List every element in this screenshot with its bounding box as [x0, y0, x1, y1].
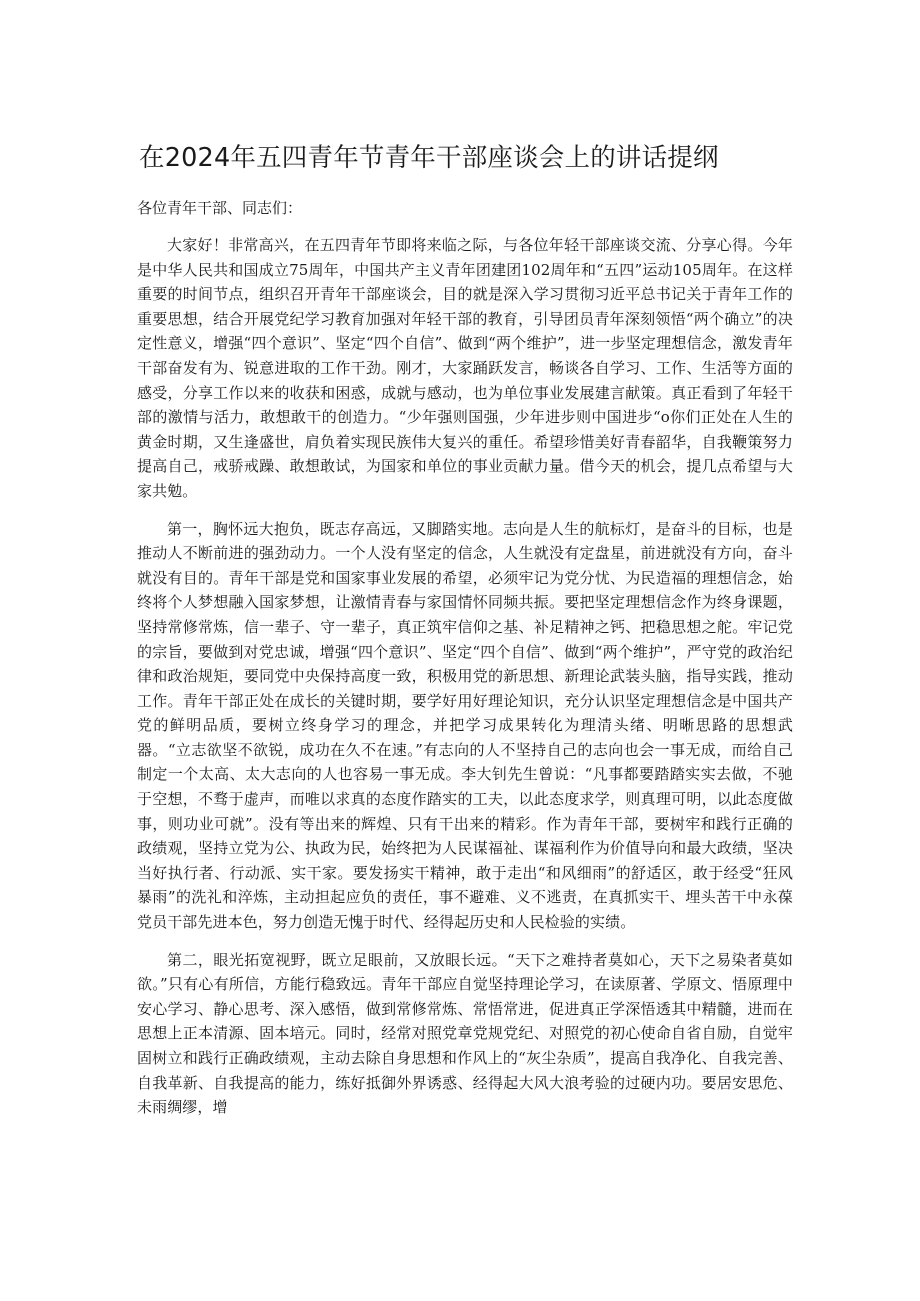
paragraph-first-point: 第一，胸怀远大抱负，既志存高远，又脚踏实地。志向是人生的航标灯，是奋斗的目标，也是推动人不断前进的强劲动力。一个人没有坚定的信念，人生就没有定盘星，前进就没有方向，奋斗就没有目的。青年干部是党和国家事业发展的希望，必须牢记为党分忧、为民造福的理想信念，始终将个人梦想融入国家梦想，让激情青春与家国情怀同频共振。要把坚定理想信念作为终身课题，坚持常修常炼，信一辈子、守一辈子，真正筑牢信仰之基、补足精神之钙、把稳思想之舵。牢记党的宗旨，要做到对党忠诚，增强“四个意识”、坚定“四个自信”、做到“两个维护”，严守党的政治纪律和政治规矩，要同党中央保持高度一致，积极用党的新思想、新理论武装头脑，指导实践，推动工作。青年干部正处在成长的关键时期，要学好用好理论知识，充分认识坚定理想信念是中国共产党的鲜明品质，要树立终身学习的理念，并把学习成果转化为理清头绪、明晰思路的思想武器。“立志欲坚不欲锐，成功在久不在速。”有志向的人不坚持自己的志向也会一事无成，而给自己制定一个太高、太大志向的人也容易一事无成。李大钊先生曾说：“凡事都要踏踏实实去做，不驰于空想，不骛于虚声，而唯以求真的态度作踏实的工夫，以此态度求学，则真理可明，以此态度做事，则功业可就”。没有等出来的辉煌、只有干出来的精彩。作为青年干部，要树牢和践行正确的政绩观，坚持立党为公、执政为民，始终把为人民谋福祉、谋福利作为价值导向和最大政绩，坚决当好执行者、行动派、实干家。要发扬实干精神，敢于走出“和风细雨”的舒适区，敢于经受“狂风暴雨”的洗礼和淬炼，主动担起应负的责任，事不避难、义不逃责，在真抓实干、埋头苦干中永葆党员干部先进本色，努力创造无愧于时代、经得起历史和人民检验的实绩。 [137, 519, 793, 932]
paragraph-opening: 大家好！非常高兴，在五四青年节即将来临之际，与各位年轻干部座谈交流、分享心得。今年是中华人民共和国成立75周年，中国共产主义青年团建团102周年和“五四”运动105周年。在这样重要的时间节点，组织召开青年干部座谈会，目的就是深入学习贯彻习近平总书记关于青年工作的重要思想，结合开展党纪学习教育加强对年轻干部的教育，引导团员青年深刻领悟“两个确立”的决定性意义，增强“四个意识”、坚定“四个自信”、做到“两个维护”，进一步坚定理想信念，激发青年干部奋发有为、锐意进取的工作干劲。刚才，大家踊跃发言，畅谈各自学习、工作、生活等方面的感受，分享工作以来的收获和困惑，成就与感动，也为单位事业发展建言献策。真正看到了年轻干部的激情与活力，敢想敢干的创造力。“少年强则国强，少年进步则中国进步“o你们正处在人生的黄金时期，又生逢盛世，肩负着实现民族伟大复兴的重任。希望珍惜美好青春韶华，自我鞭策努力提高自己，戒骄戒躁、敢想敢试，为国家和单位的事业贡献力量。借今天的机会，提几点希望与大家共勉。 [137, 236, 793, 500]
document-body [137, 233, 793, 1133]
paragraph-second-point: 第二，眼光拓宽视野，既立足眼前，又放眼长远。“天下之难持者莫如心，天下之易染者莫如欲。”只有心有所信，方能行稳致远。青年干部应自觉坚持理论学习，在读原著、学原文、悟原理中安心学习、静心思考、深入感悟，做到常修常炼、常悟常进，促进真正学深悟透其中精髓，进而在思想上正本清源、固本培元。同时，经常对照党章党规党纪、对照党的初心使命自省自励，自觉牢固树立和践行正确政绩观，主动去除自身思想和作风上的“灰尘杂质”，提高自我净化、自我完善、自我革新、自我提高的能力，练好抵御外界诱惑、经得起大风大浪考验的过硬内功。要居安思危、未雨绸缪，增 [137, 950, 793, 1117]
document-title: 在2024年五四青年节青年干部座谈会上的讲话提纲 [139, 143, 719, 173]
salutation: 各位青年干部、同志们： [137, 199, 303, 217]
document-page [137, 0, 793, 1301]
